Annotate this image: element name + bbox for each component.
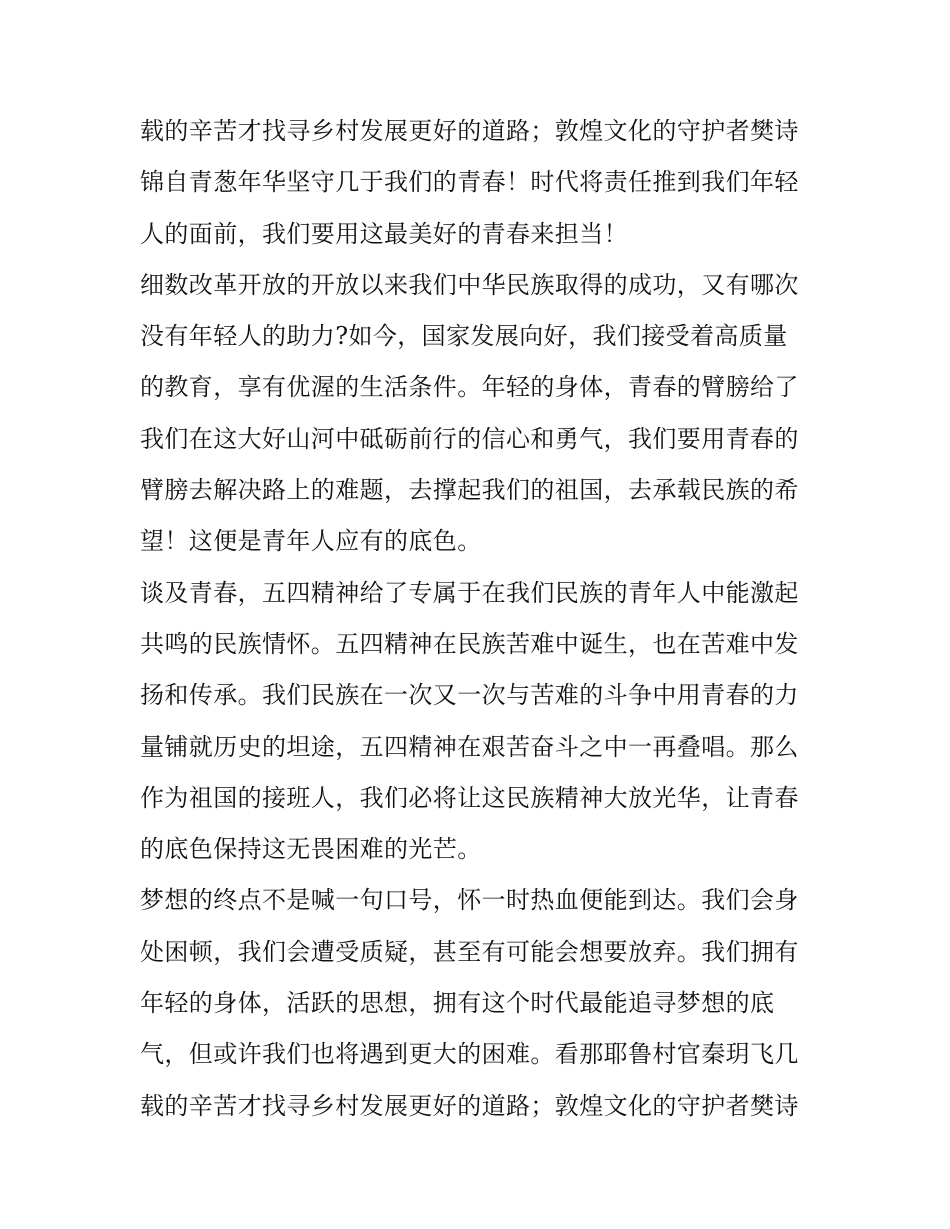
text-line: 共鸣的民族情怀。五四精神在民族苦难中诞生，也在苦难中发 — [140, 629, 799, 658]
text-line: 载的辛苦才找寻乡村发展更好的道路；敦煌文化的守护者樊诗 — [140, 117, 799, 145]
text-line: 人的面前，我们要用这最美好的青春来担当！ — [140, 219, 628, 248]
text-line: 细数改革开放的开放以来我们中华民族取得的成功，又有哪次 — [140, 270, 799, 299]
text-line: 载的辛苦才找寻乡村发展更好的道路；敦煌文化的守护者樊诗 — [140, 1091, 799, 1120]
text-line: 谈及青春，五四精神给了专属于在我们民族的青年人中能激起 — [140, 578, 799, 607]
text-line: 作为祖国的接班人，我们必将让这民族精神大放光华，让青春 — [140, 783, 799, 812]
text-line: 处困顿，我们会遭受质疑，甚至有可能会想要放弃。我们拥有 — [140, 937, 799, 966]
text-line: 望！这便是青年人应有的底色。 — [140, 527, 482, 556]
text-line: 没有年轻人的助力?如今，国家发展向好，我们接受着高质量 — [140, 322, 788, 351]
text-line: 梦想的终点不是喊一句口号，怀一时热血便能到达。我们会身 — [140, 886, 799, 915]
text-line: 扬和传承。我们民族在一次又一次与苦难的斗争中用青春的力 — [140, 681, 799, 710]
text-line: 年轻的身体，活跃的思想，拥有这个时代最能追寻梦想的底 — [140, 989, 775, 1018]
body-text — [140, 106, 820, 1132]
text-line: 我们在这大好山河中砥砺前行的信心和勇气，我们要用青春的 — [140, 424, 799, 453]
text-line: 锦自青葱年华坚守几于我们的青春！时代将责任推到我们年轻 — [140, 168, 799, 197]
text-line: 的教育，享有优渥的生活条件。年轻的身体，青春的臂膀给了 — [140, 373, 799, 402]
text-line: 臂膀去解决路上的难题，去撑起我们的祖国，去承载民族的希 — [140, 476, 799, 505]
text-line: 气，但或许我们也将遇到更大的困难。看那耶鲁村官秦玥飞几 — [140, 1040, 799, 1069]
text-line: 的底色保持这无畏困难的光芒。 — [140, 835, 482, 864]
text-line: 量铺就历史的坦途，五四精神在艰苦奋斗之中一再叠唱。那么 — [140, 732, 799, 761]
